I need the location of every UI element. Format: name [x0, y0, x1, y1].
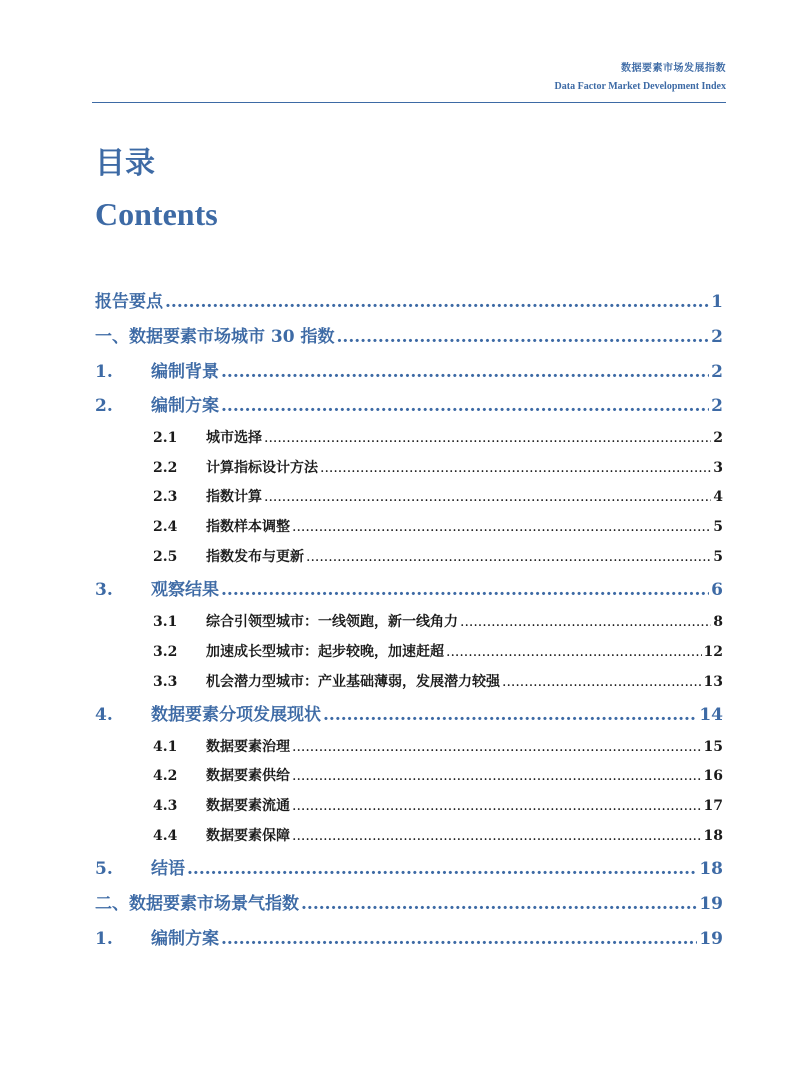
toc-entry-label: 编制方案 [151, 396, 219, 416]
toc-entry-page: 13 [703, 674, 723, 690]
toc-entry-label: 指数发布与更新 [206, 549, 304, 565]
toc-leader-dots [460, 612, 711, 632]
toc-entry[interactable] [95, 857, 723, 881]
running-header-cn: 数据要素市场发展指数 [621, 63, 726, 74]
toc-entry-number: 3.1 [153, 612, 206, 632]
toc-leader-dots [306, 547, 711, 567]
toc-entry-number: 2.3 [153, 487, 206, 507]
toc-entry[interactable] [95, 927, 723, 951]
toc-leader-dots [264, 487, 711, 507]
toc-entry-number: 3.2 [153, 642, 206, 662]
running-header-en: Data Factor Market Development Index [554, 81, 726, 92]
toc-entry-label: 数据要素治理 [206, 739, 290, 755]
toc-leader-dots [221, 578, 709, 602]
toc-entry-page: 18 [699, 859, 723, 879]
toc-entry[interactable] [95, 892, 723, 916]
toc-entry[interactable] [95, 428, 723, 448]
toc-entry-number: 4. [95, 703, 151, 727]
toc-entry[interactable] [95, 672, 723, 692]
toc-entry-label: 指数样本调整 [206, 519, 290, 535]
toc-entry[interactable] [95, 766, 723, 786]
toc-entry-number: 2.5 [153, 547, 206, 567]
toc-entry-label: 机会潜力型城市：产业基础薄弱，发展潜力较强 [206, 674, 500, 690]
toc-leader-dots [221, 927, 697, 951]
toc-entry-page: 17 [703, 798, 723, 814]
toc-entry[interactable] [95, 612, 723, 632]
toc-entry-page: 18 [703, 828, 723, 844]
toc-entry[interactable] [95, 487, 723, 507]
toc-entry-page: 2 [713, 430, 723, 446]
toc-entry-page: 2 [711, 362, 723, 382]
toc-leader-dots [221, 360, 709, 384]
toc-leader-dots [292, 826, 702, 846]
toc-entry[interactable] [95, 703, 723, 727]
toc-entry-page: 19 [699, 894, 723, 914]
toc-leader-dots [320, 458, 711, 478]
toc-entry-page: 2 [711, 396, 723, 416]
toc-entry-label: 数据要素保障 [206, 828, 290, 844]
toc-leader-dots [301, 892, 697, 916]
toc-entry[interactable] [95, 578, 723, 602]
toc-entry-page: 2 [711, 327, 723, 347]
toc-entry-label: 观察结果 [151, 580, 219, 600]
toc-leader-dots [337, 325, 710, 349]
toc-leader-dots [221, 394, 709, 418]
toc-entry-number: 2.2 [153, 458, 206, 478]
toc-entry-number: 2. [95, 394, 151, 418]
toc-entry[interactable] [95, 737, 723, 757]
toc-leader-dots [323, 703, 697, 727]
toc-entry[interactable] [95, 360, 723, 384]
running-header [92, 62, 726, 94]
toc-entry[interactable] [95, 394, 723, 418]
toc-leader-dots [264, 428, 711, 448]
toc-entry-number: 2.1 [153, 428, 206, 448]
toc-leader-dots [187, 857, 697, 881]
toc-entry-label: 数据要素流通 [206, 798, 290, 814]
toc-entry-label: 数据要素分项发展现状 [151, 705, 321, 725]
toc-entry-page: 6 [711, 580, 723, 600]
toc-entry-number: 4.4 [153, 826, 206, 846]
toc-entry[interactable] [95, 826, 723, 846]
toc-entry[interactable] [95, 458, 723, 478]
toc-leader-dots [292, 766, 702, 786]
header-divider [92, 102, 726, 103]
toc-entry-number: 3.3 [153, 672, 206, 692]
toc-entry-page: 5 [713, 519, 723, 535]
toc-entry[interactable] [95, 290, 723, 314]
page-title-cn: 目录 [95, 146, 155, 181]
toc-entry-number: 4.1 [153, 737, 206, 757]
toc-entry-label: 数据要素供给 [206, 768, 290, 784]
toc-leader-dots [292, 517, 711, 537]
toc-entry-label: 指数计算 [206, 489, 262, 505]
toc-leader-dots [502, 672, 702, 692]
toc-entry[interactable] [95, 547, 723, 567]
toc-entry-page: 16 [703, 768, 723, 784]
toc-leader-dots [165, 290, 709, 314]
toc-entry-page: 4 [713, 489, 723, 505]
toc-entry-number: 1. [95, 927, 151, 951]
toc-entry-page: 3 [713, 460, 723, 476]
toc-entry[interactable] [95, 517, 723, 537]
toc-entry-label: 编制背景 [151, 362, 219, 382]
toc-entry-page: 5 [713, 549, 723, 565]
toc-entry-number: 3. [95, 578, 151, 602]
toc-entry-page: 19 [699, 929, 723, 949]
toc-entry-label: 二、数据要素市场景气指数 [95, 894, 299, 914]
toc-entry-label: 编制方案 [151, 929, 219, 949]
toc-entry-number: 4.3 [153, 796, 206, 816]
toc-entry-label: 计算指标设计方法 [206, 460, 318, 476]
toc-entry[interactable] [95, 796, 723, 816]
toc-entry-page: 15 [703, 739, 723, 755]
toc-leader-dots [292, 737, 702, 757]
toc-entry-label: 城市选择 [206, 430, 262, 446]
toc-entry[interactable] [95, 325, 723, 349]
toc-entry-number: 5. [95, 857, 151, 881]
toc-leader-dots [446, 642, 702, 662]
toc-entry-label: 一、数据要素市场城市 30 指数 [95, 327, 335, 347]
toc-entry-label: 报告要点 [95, 292, 163, 312]
toc-entry-label: 综合引领型城市：一线领跑，新一线角力 [206, 614, 458, 630]
toc-entry[interactable] [95, 642, 723, 662]
toc-entry-number: 2.4 [153, 517, 206, 537]
page-title-en: Contents [95, 196, 218, 232]
toc-leader-dots [292, 796, 702, 816]
toc-entry-page: 12 [703, 644, 723, 660]
toc-entry-number: 4.2 [153, 766, 206, 786]
toc-entry-number: 1. [95, 360, 151, 384]
toc-entry-page: 14 [699, 705, 723, 725]
toc-entry-page: 1 [711, 292, 723, 312]
toc-entry-label: 加速成长型城市：起步较晚，加速赶超 [206, 644, 444, 660]
toc-entry-label: 结语 [151, 859, 185, 879]
toc-entry-page: 8 [713, 614, 723, 630]
